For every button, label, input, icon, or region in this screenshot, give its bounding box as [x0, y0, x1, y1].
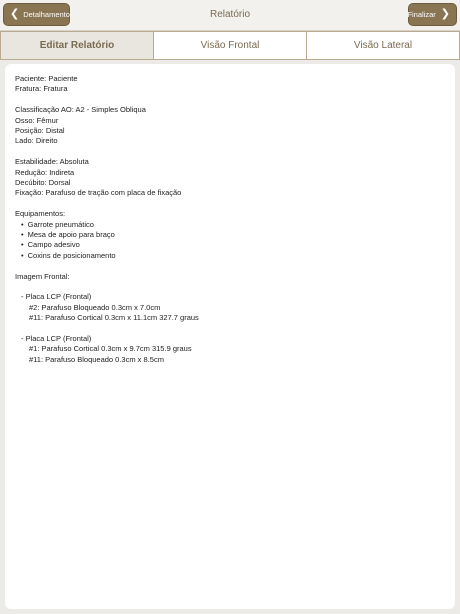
finish-button-label: Finalizar [407, 10, 436, 19]
screw-item: #11: Parafuso Cortical 0.3cm x 11.1cm 327.7 graus [29, 313, 199, 323]
report-panel [5, 64, 455, 609]
patient-line: Paciente: Paciente [15, 74, 78, 83]
navigation-bar [0, 0, 460, 31]
plate-title: - Placa LCP (Frontal) [21, 292, 92, 302]
classification-line: Classificação AO: A2 - Simples Obliqua [15, 105, 146, 115]
equipment-item: • Mesa de apoio para braço [15, 230, 445, 240]
position-line: Posição: Distal [15, 126, 65, 136]
fracture-line: Fratura: Fratura [15, 84, 68, 94]
finish-button[interactable] [408, 3, 457, 26]
plate-title: - Placa LCP (Frontal) [21, 334, 92, 344]
reduction-line: Redução: Indireta [15, 167, 75, 177]
chevron-left-icon: ❮ [10, 8, 20, 20]
screw-item: #2: Parafuso Bloqueado 0.3cm x 7.0cm [29, 302, 161, 312]
fixation-line: Fixação: Parafuso de tração com placa de fixação [15, 188, 182, 198]
tab-editar-relatorio[interactable]: Editar Relatório [0, 31, 154, 60]
tab-bar [0, 31, 460, 60]
bone-line: Osso: Fêmur [15, 115, 59, 125]
page-title: Relatório [209, 9, 251, 20]
equipment-item: • Coxins de posicionamento [15, 251, 445, 261]
side-line: Lado: Direito [15, 136, 58, 146]
frontal-image-heading: Imagem Frontal: [15, 271, 70, 281]
stability-line: Estabilidade: Absoluta [15, 157, 89, 167]
screw-item: #1: Parafuso Cortical 0.3cm x 9.7cm 315.9 graus [29, 344, 192, 354]
screw-item: #11: Parafuso Bloqueado 0.3cm x 8.5cm [29, 354, 164, 364]
equipment-item: • Garrote pneumático [15, 220, 445, 230]
back-button-label: Detalhamento [23, 10, 70, 19]
tab-visao-lateral[interactable]: Visão Lateral [307, 31, 460, 60]
equipment-heading: Equipamentos: [15, 209, 66, 219]
equipment-item: • Campo adesivo [15, 240, 445, 250]
tab-visao-frontal[interactable]: Visão Frontal [154, 31, 307, 60]
chevron-right-icon: ❯ [440, 8, 450, 20]
decubitus-line: Decúbito: Dorsal [15, 178, 71, 188]
